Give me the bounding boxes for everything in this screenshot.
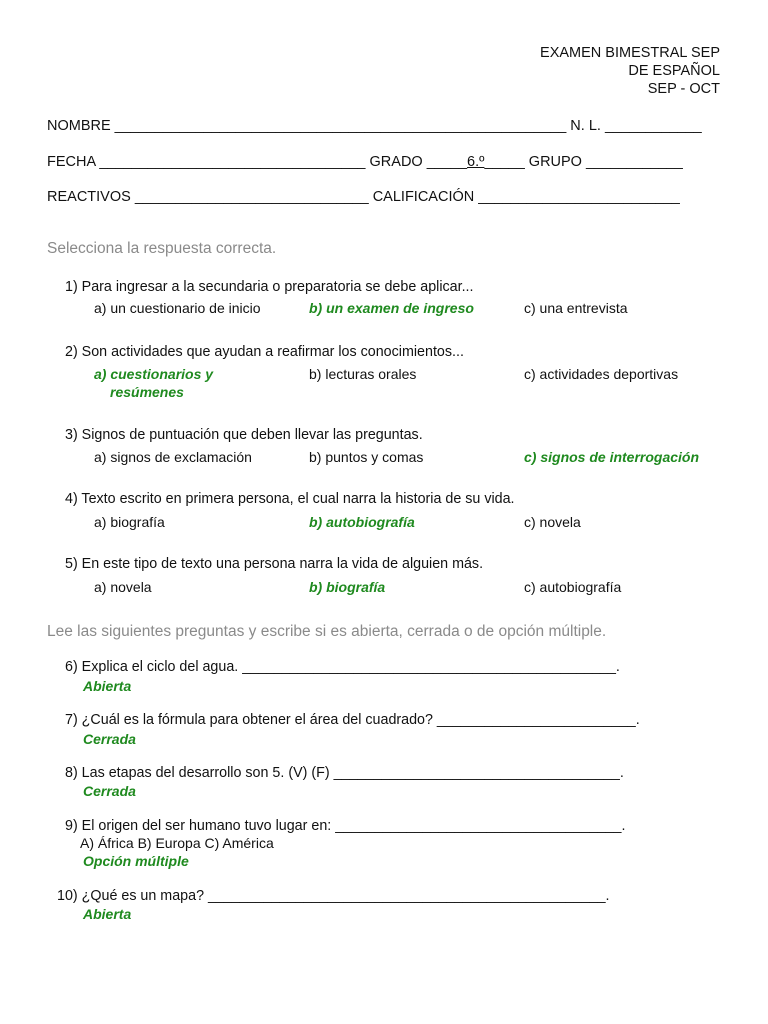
q1-option-b-correct: b) un examen de ingreso: [309, 300, 474, 316]
question-7: 7) ¿Cuál es la fórmula para obtener el área del cuadrado? _________________________.: [65, 712, 640, 728]
question-7-answer: Cerrada: [83, 731, 136, 747]
question-2: 2) Son actividades que ayudan a reafirmar los conocimientos...: [65, 344, 464, 360]
q3-option-c-correct: c) signos de interrogación: [524, 449, 700, 465]
question-5: 5) En este tipo de texto una persona narra la vida de alguien más.: [65, 556, 484, 572]
q4-option-b-correct: b) autobiografía: [309, 514, 415, 530]
q2-option-c: c) actividades deportivas: [524, 366, 679, 382]
q3-option-a: a) signos de exclamación: [94, 449, 252, 465]
q2-option-a-correct: a) cuestionarios y: [94, 366, 214, 382]
section2-title: Lee las siguientes preguntas y escribe si es abierta, cerrada o de opción múltiple.: [47, 623, 607, 640]
q1-option-c: c) una entrevista: [524, 300, 628, 316]
field-nombre: NOMBRE ________________________________________________________ N. L. ____________: [47, 118, 702, 134]
question-1: 1) Para ingresar a la secundaria o preparatoria se debe aplicar...: [65, 279, 474, 295]
q4-option-c: c) novela: [524, 514, 581, 530]
grado-value: 6.º: [467, 154, 485, 170]
question-9-answer: Opción múltiple: [83, 853, 189, 869]
q3-option-b: b) puntos y comas: [309, 449, 424, 465]
exam-subject: DE ESPAÑOL: [628, 63, 720, 79]
question-6-answer: Abierta: [83, 678, 132, 694]
question-4: 4) Texto escrito en primera persona, el cual narra la historia de su vida.: [65, 491, 515, 507]
question-9-options: A) África B) Europa C) América: [80, 835, 274, 851]
field-grupo: _____ GRUPO ____________: [484, 154, 683, 170]
exam-header: [540, 44, 720, 98]
q5-option-b-correct: b) biografía: [309, 579, 386, 595]
exam-title: EXAMEN BIMESTRAL SEP: [540, 45, 720, 61]
question-9: 9) El origen del ser humano tuvo lugar en: ____________________________________.: [65, 818, 626, 834]
question-6: 6) Explica el ciclo del agua. _______________________________________________.: [65, 659, 620, 675]
field-fecha-grado-grupo: [47, 154, 683, 170]
q1-option-a: a) un cuestionario de inicio: [94, 300, 261, 316]
field-reactivos-calificacion: REACTIVOS _____________________________ CALIFICACIÓN _________________________: [47, 189, 680, 205]
question-8-answer: Cerrada: [83, 783, 136, 799]
q5-option-c: c) autobiografía: [524, 579, 622, 595]
section1-title: Selecciona la respuesta correcta.: [47, 240, 277, 257]
q5-option-a: a) novela: [94, 579, 152, 595]
q2-option-a-cont: resúmenes: [110, 384, 184, 400]
exam-period: SEP - OCT: [647, 81, 720, 97]
q4-option-a: a) biografía: [94, 514, 165, 530]
question-8: 8) Las etapas del desarrollo son 5. (V) (F) ____________________________________.: [65, 765, 624, 781]
q2-option-b: b) lecturas orales: [309, 366, 417, 382]
question-3: 3) Signos de puntuación que deben llevar las preguntas.: [65, 427, 423, 443]
question-10: 10) ¿Qué es un mapa? __________________________________________________.: [57, 888, 610, 904]
field-fecha-grado: FECHA _________________________________ GRADO _____: [47, 154, 468, 170]
question-10-answer: Abierta: [83, 906, 132, 922]
